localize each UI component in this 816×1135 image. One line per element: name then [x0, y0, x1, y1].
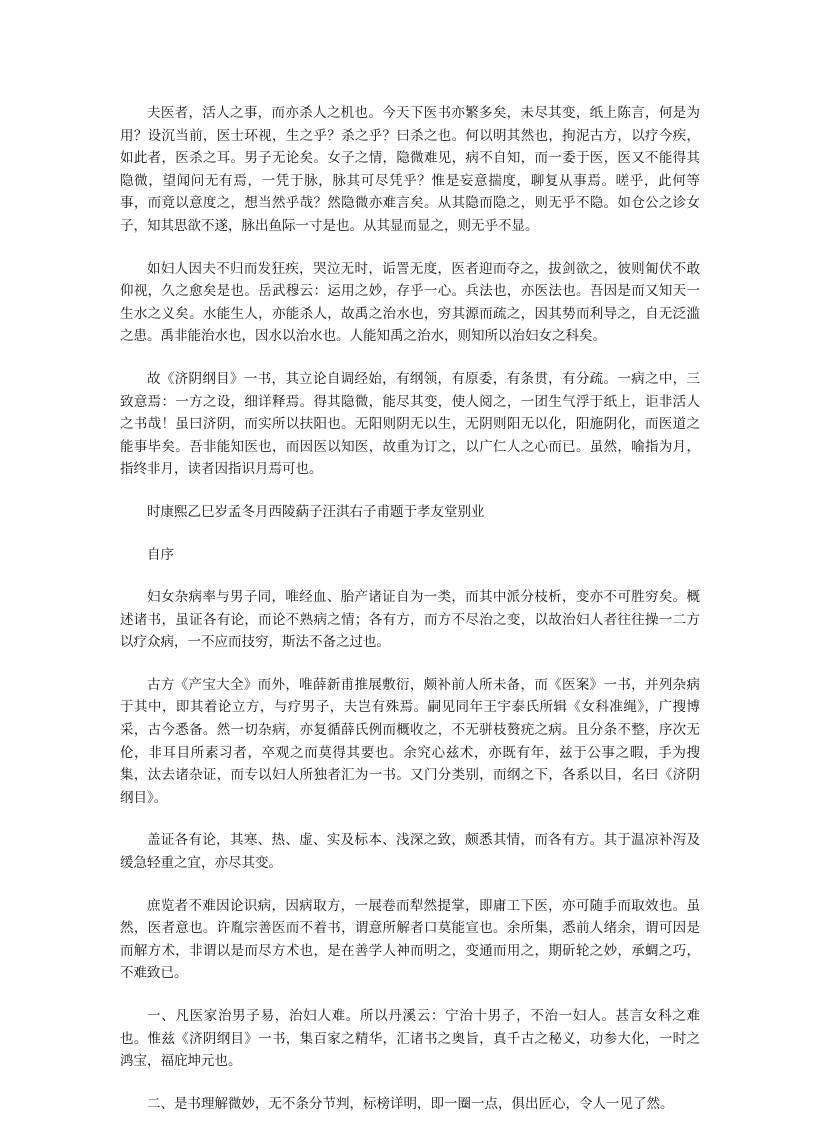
self-preface-paragraph-4: 庶览者不难因论识病，因病取方，一展卷而犁然提掌，即庸工下医，亦可随手而取效也。虽然，医者意也。许胤宗善医而不着书，谓意所解者口莫能宣也。余所集，悉前人绪余，谓可因是而解方术，非谓以是而尽方术也，是在善学人神而明之，变通而用之，期斫轮之妙，承蜩之巧，不难致已。 — [120, 897, 700, 982]
self-preface-paragraph-2: 古方《产宝大全》而外，唯薛新甫推展敷衍，颇补前人所未备，而《医案》一书，并列杂病于其中，即其着论立方，与疗男子，夫岂有殊焉。嗣见同年王宇泰氏所辑《女科准绳》，广搜博采，古今悉备。然一切杂病，亦复循薛氏例而概收之，不无骈枝赘疣之病。且分条不整，序次无伦，非耳目所素习者，卒观之而莫得其要也。余究心兹术，亦既有年，兹于公事之暇，手为搜集，汰去诸杂证，而专以妇人所独者汇为一书。又门分类别，而纲之下，各系以目，名曰《济阴纲目》。 — [120, 676, 700, 806]
preface-paragraph-2: 如妇人因夫不归而发狂疾，哭泣无时，诟詈无度，医者迎而夺之，拔剑欲之，彼则匍伏不敢仰视，久之愈矣是也。岳武穆云：运用之妙，存乎一心。兵法也，亦医法也。吾因是而又知天一生水之义矣。水能生人，亦能杀人，故禹之治水也，穷其源而疏之，因其势而利导之，自无泛滥之患。禹非能治水也，因水以治水也。人能知禹之治水，则知所以治妇女之科矣。 — [120, 260, 700, 345]
preface-paragraph-3: 故《济阴纲目》一书，其立论自调经始，有纲领，有原委，有条贯，有分疏。一病之中，三致意焉：一方之设，细详释焉。得其隐微，能尽其变，使人阅之，一团生气浮于纸上，讵非活人之书哉！虽曰济阴，而实所以扶阳也。无阳则阴无以生，无阴则阳无以化，阳施阴化，而医道之能事毕矣。吾非能知医也，而因医以知医，故重为订之，以广仁人之心而已。虽然，喻指为月，指终非月，读者因指识月焉可也。 — [120, 370, 700, 478]
note-item-1: 一、凡医家治男子易，治妇人难。所以丹溪云：宁治十男子，不治一妇人。甚言女科之难也。惟兹《济阴纲目》一书，集百家之精华，汇诸书之奥旨，真千古之秘义，功参大化，一时之鸿宝，福庇坤元也。 — [120, 1008, 700, 1070]
preface-signature-line: 时康熙乙巳岁孟冬月西陵蒳子汪淇右子甫题于孝友堂别业 — [147, 503, 485, 520]
document-page — [120, 102, 700, 1135]
self-preface-paragraph-1: 妇女杂病率与男子同，唯经血、胎产诸证自为一类，而其中派分枝析，变亦不可胜穷矣。概述诸书，虽证各有论，而论不熟病之情；各有方，而方不尽治之变，以故治妇人者往往操一二方以疗众病，一不应而技穷，斯法不备之过也。 — [120, 589, 700, 651]
section-heading-self-preface: 自序 — [147, 546, 174, 563]
self-preface-paragraph-3: 盖证各有论，其寒、热、虚、实及标本、浅深之致，颇悉其情，而各有方。其于温凉补泻及缓急轻重之宜，亦尽其变。 — [120, 832, 700, 872]
note-item-2: 二、是书理解微妙，无不条分节判，标榜详明，即一圈一点，俱出匠心，令人一见了然。 — [147, 1095, 674, 1112]
preface-paragraph-1: 夫医者，活人之事，而亦杀人之机也。今天下医书亦繁多矣，未尽其变，纸上陈言，何是为用？设沉当前，医士环视，生之乎？杀之乎？曰杀之也。何以明其然也，拘泥古方，以疗今疾，如此者，医杀之耳。男子无论矣。女子之情，隐微难见，病不自知，而一委于医，医又不能得其隐微，望闻问无有焉，一凭于脉，脉其可尽凭乎？惟是妄意揣度，聊复从事焉。嗟乎，此何等事，而竟以意度之，想当然乎哉？然隐微亦难言矣。从其隐而隐之，则无乎不隐。如仓公之诊女子，知其思欲不遂，脉出鱼际一寸是也。从其显而显之，则无乎不显。 — [120, 105, 700, 234]
